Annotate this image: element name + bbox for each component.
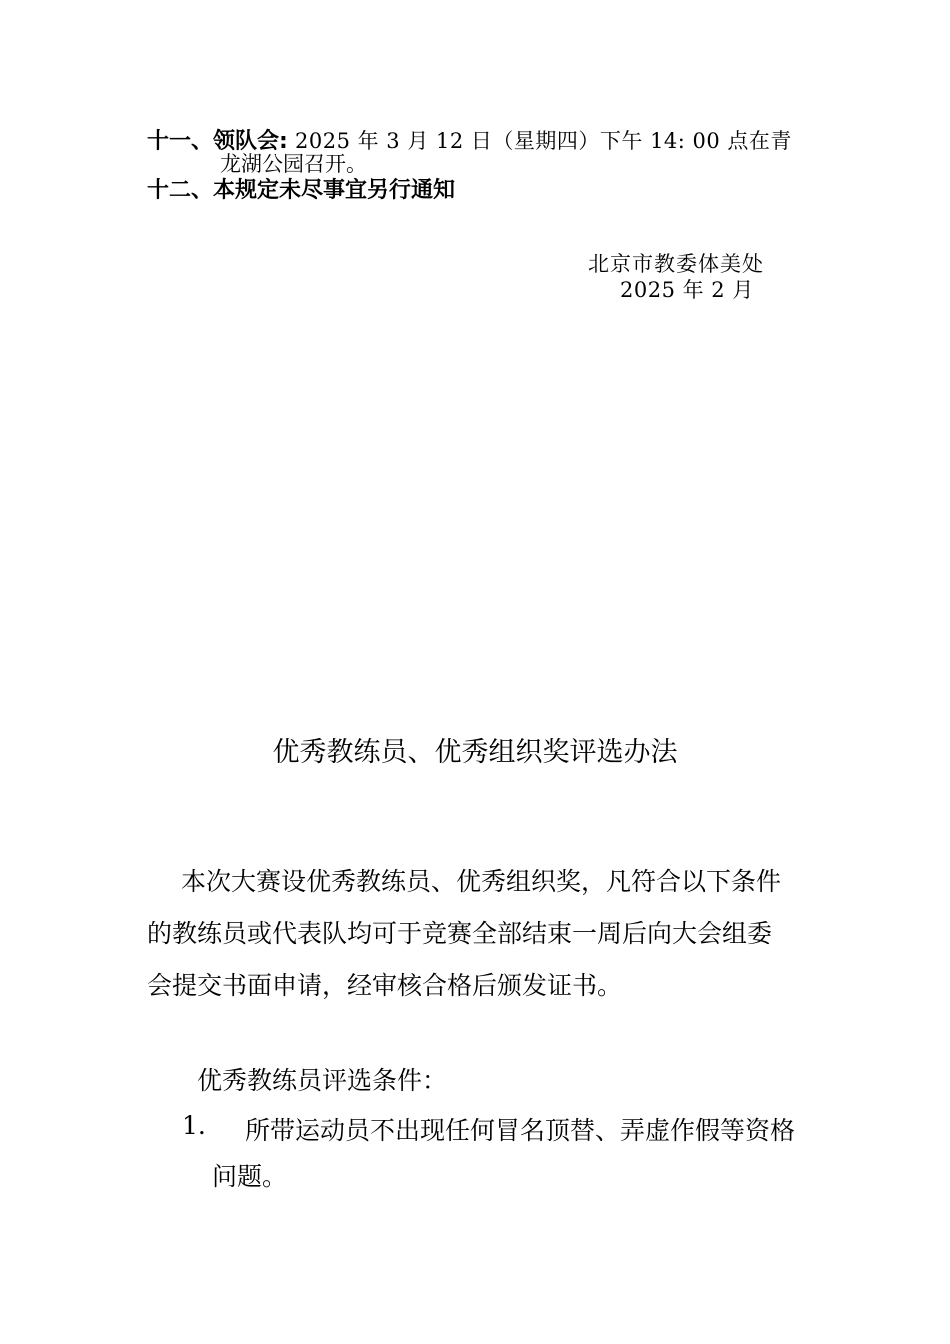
signature-organization: 北京市教委体美处	[588, 252, 764, 276]
intro-paragraph-line: 本次大赛设优秀教练员、优秀组织奖，凡符合以下条件	[181, 867, 782, 896]
signature-date: 2025 年 2 月	[620, 278, 754, 302]
section-eleven-label: 十一、领队会:	[147, 129, 288, 154]
condition-item-number: 1.	[182, 1111, 206, 1140]
section-twelve: 十二、本规定未尽事宜另行通知	[147, 178, 456, 203]
intro-paragraph-line: 的教练员或代表队均可于竞赛全部结束一周后向大会组委	[147, 919, 773, 948]
document-title: 优秀教练员、优秀组织奖评选办法	[272, 737, 678, 768]
intro-paragraph-line: 会提交书面申请，经审核合格后颁发证书。	[147, 971, 623, 1000]
section-eleven-text: 2025 年 3 月 12 日（星期四）下午 14: 00 点在青	[287, 129, 792, 153]
condition-item-text: 所带运动员不出现任何冒名顶替、弄虚作假等资格	[245, 1116, 796, 1145]
section-eleven-continuation: 龙湖公园召开。	[220, 152, 367, 176]
conditions-heading: 优秀教练员评选条件：	[197, 1066, 448, 1095]
condition-item-continuation: 问题。	[212, 1162, 288, 1191]
